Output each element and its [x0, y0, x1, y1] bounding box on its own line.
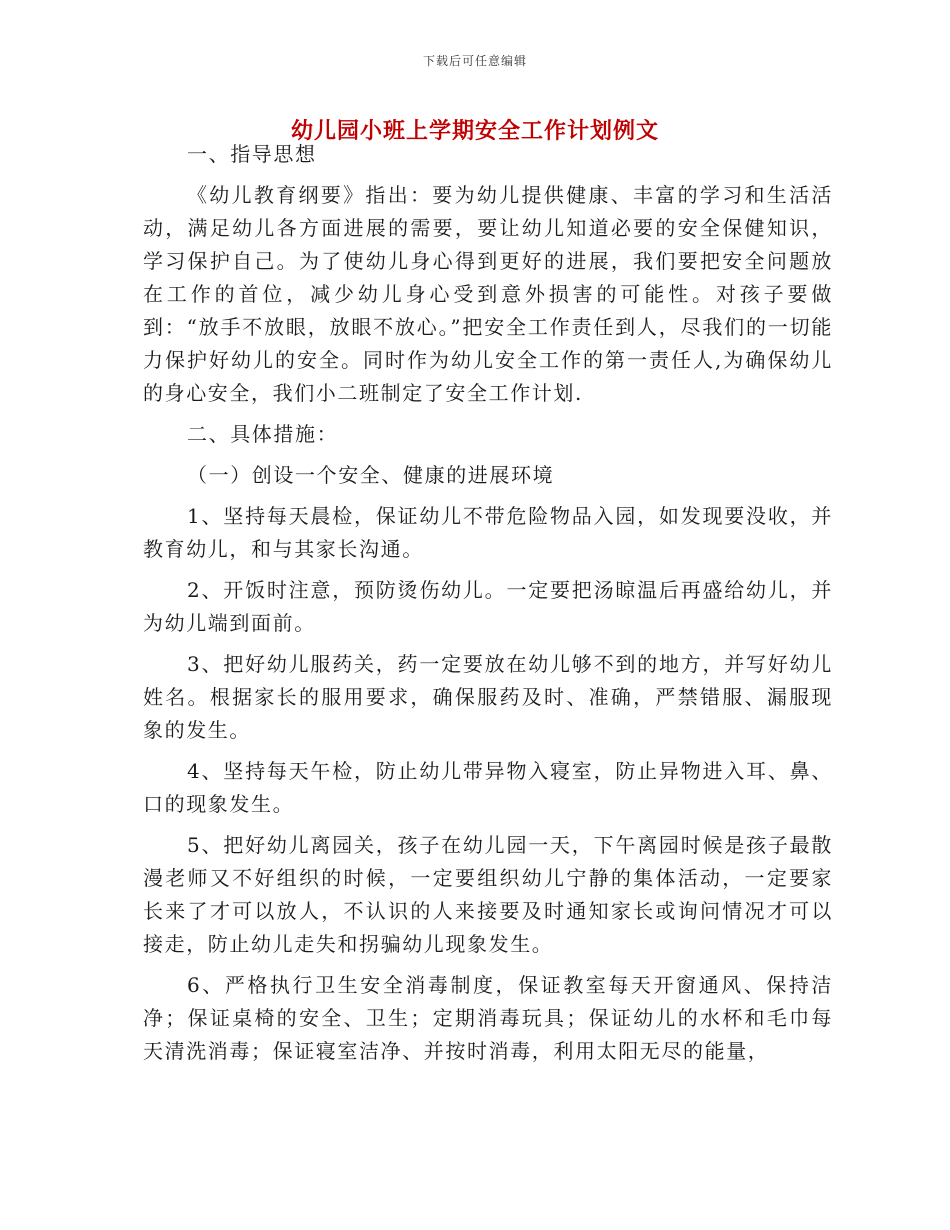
header-note: 下载后可任意编辑 [422, 54, 527, 68]
list-item: 3、把好幼儿服药关，药一定要放在幼儿够不到的地方，并写好幼儿姓名。根据家长的服用要求，确保服药及时、准确，严禁错服、漏服现象的发生。 [143, 652, 833, 742]
document-body [143, 138, 833, 1068]
list-item: 2、开饭时注意，预防烫伤幼儿。一定要把汤晾温后再盛给幼儿，并为幼儿端到面前。 [143, 578, 833, 635]
document-title: 幼儿园小班上学期安全工作计划例文 [290, 118, 659, 144]
section-heading: 二、具体措施： [187, 422, 339, 446]
list-item: 1、坚持每天晨检，保证幼儿不带危险物品入园，如发现要没收，并教育幼儿，和与其家长沟通。 [143, 504, 833, 561]
list-item: 4、坚持每天午检，防止幼儿带异物入寝室，防止异物进入耳、鼻、口的现象发生。 [143, 759, 833, 816]
list-item: 5、把好幼儿离园关，孩子在幼儿园一天，下午离园时候是孩子最散漫老师又不好组织的时候，一定要组织幼儿宁静的集体活动，一定要家长来了才可以放人，不认识的人来接要及时通知家长或询问情况才可以接走，防止幼儿走失和拐骗幼儿现象发生。 [143, 833, 833, 956]
subsection-heading: （一）创设一个安全、健康的进展环境 [187, 463, 555, 487]
paragraph: 《幼儿教育纲要》指出：要为幼儿提供健康、丰富的学习和生活活动，满足幼儿各方面进展的需要，要让幼儿知道必要的安全保健知识，学习保护自己。为了使幼儿身心得到更好的进展，我们要把安全问题放在工作的首位，减少幼儿身心受到意外损害的可能性。对孩子要做到：“放手不放眼，放眼不放心。”把安全工作责任到人，尽我们的一切能力保护好幼儿的安全。同时作为幼儿安全工作的第一责任人,为确保幼儿的身心安全，我们小二班制定了安全工作计划. [143, 183, 833, 405]
section-heading: 一、指导思想 [187, 142, 317, 166]
list-item: 6、严格执行卫生安全消毒制度，保证教室每天开窗通风、保持洁净；保证桌椅的安全、卫生；定期消毒玩具；保证幼儿的水杯和毛巾每天清洗消毒；保证寝室洁净、并按时消毒，利用太阳无尽的能量， [143, 973, 833, 1063]
